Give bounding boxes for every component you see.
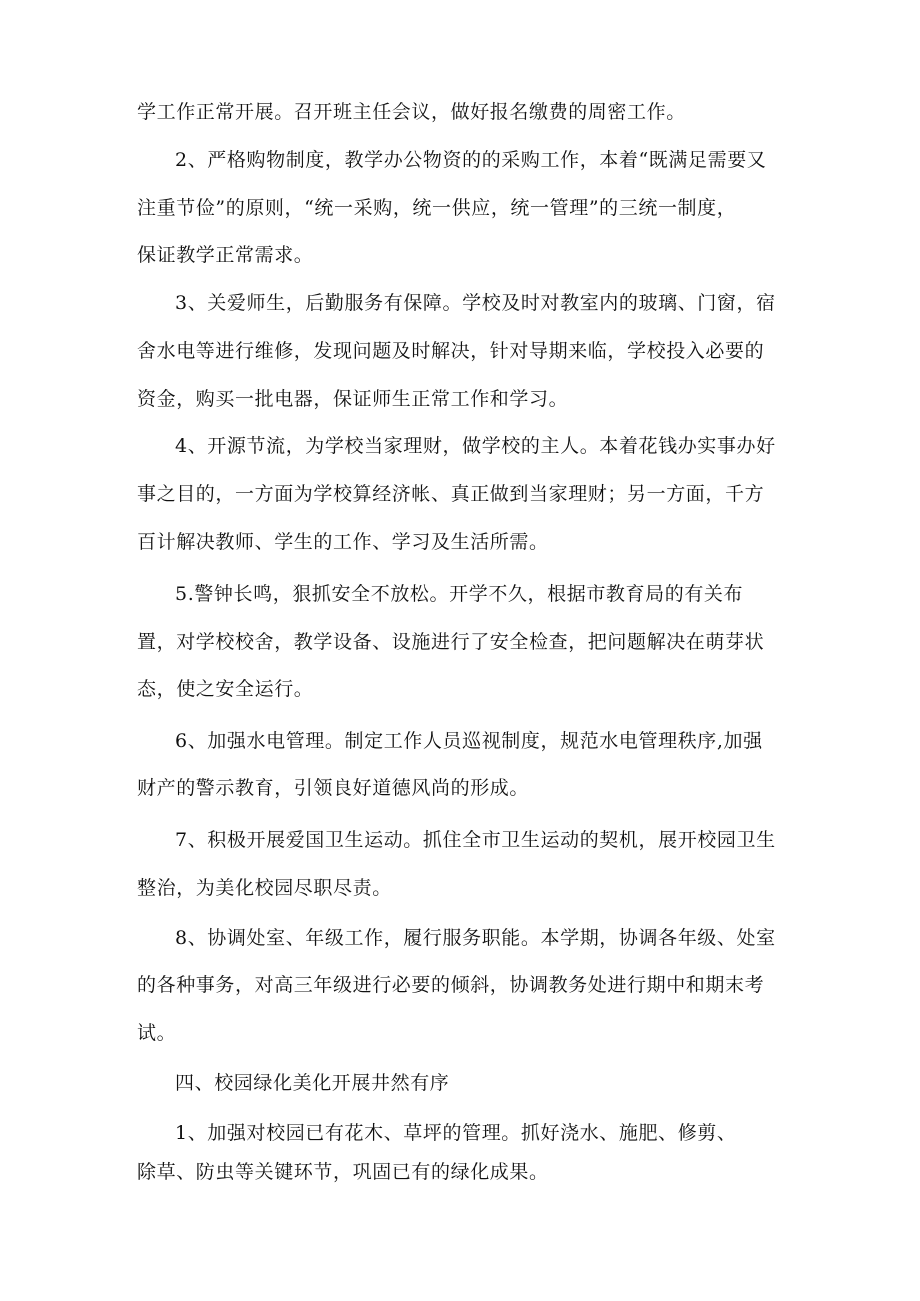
paragraph-line: 3、关爱师生，后勤服务有保障。学校及时对教室内的玻璃、门窗，宿 — [175, 292, 776, 314]
paragraph-line: 学工作正常开展。召开班主任会议，做好报名缴费的周密工作。 — [137, 101, 686, 123]
paragraph-line: 整治，为美化校园尽职尽责。 — [137, 877, 392, 899]
paragraph-line: 资金，购买一批电器，保证师生正常工作和学习。 — [137, 388, 569, 410]
paragraph-line: 1、加强对校园已有花木、草坪的管理。抓好浇水、施肥、修剪、 — [175, 1122, 737, 1144]
paragraph-line: 百计解决教师、学生的工作、学习及生活所需。 — [137, 531, 549, 553]
paragraph-line: 7、积极开展爱国卫生运动。抓住全市卫生运动的契机，展开校园卫生 — [175, 829, 776, 851]
paragraph-line: 置，对学校校舍，教学设备、设施进行了安全检查，把问题解决在萌芽状 — [137, 631, 765, 653]
paragraph-line: 注重节俭”的原则，“统一采购，统一供应，统一管理”的三统一制度， — [137, 197, 737, 219]
paragraph-line: 态，使之安全运行。 — [137, 678, 314, 700]
paragraph-line: 除草、防虫等关键环节，巩固已有的绿化成果。 — [137, 1161, 549, 1183]
paragraph-line: 5.警钟长鸣，狠抓安全不放松。开学不久，根据市教育局的有关布 — [175, 583, 744, 605]
paragraph-line: 财产的警示教育，引领良好道德风尚的形成。 — [137, 777, 530, 799]
paragraph-line: 保证教学正常需求。 — [137, 244, 314, 266]
section-heading: 四、校园绿化美化开展井然有序 — [175, 1072, 450, 1094]
paragraph-line: 的各种事务，对高三年级进行必要的倾斜，协调教务处进行期中和期末考 — [137, 974, 765, 996]
paragraph-line: 4、开源节流，为学校当家理财，做学校的主人。本着花钱办实事办好 — [175, 435, 776, 457]
paragraph-line: 事之目的，一方面为学校算经济帐、真正做到当家理财；另一方面，千方 — [137, 483, 765, 505]
paragraph-line: 8、协调处室、年级工作，履行服务职能。本学期，协调各年级、处室 — [175, 927, 776, 949]
paragraph-line: 试。 — [137, 1022, 177, 1044]
paragraph-line: 2、严格购物制度，教学办公物资的的采购工作，本着“既满足需要又 — [175, 149, 767, 171]
paragraph-line: 舍水电等进行维修，发现问题及时解决，针对导期来临，学校投入必要的 — [137, 340, 765, 362]
paragraph-line: 6、加强水电管理。制定工作人员巡视制度，规范水电管理秩序,加强 — [175, 730, 763, 752]
